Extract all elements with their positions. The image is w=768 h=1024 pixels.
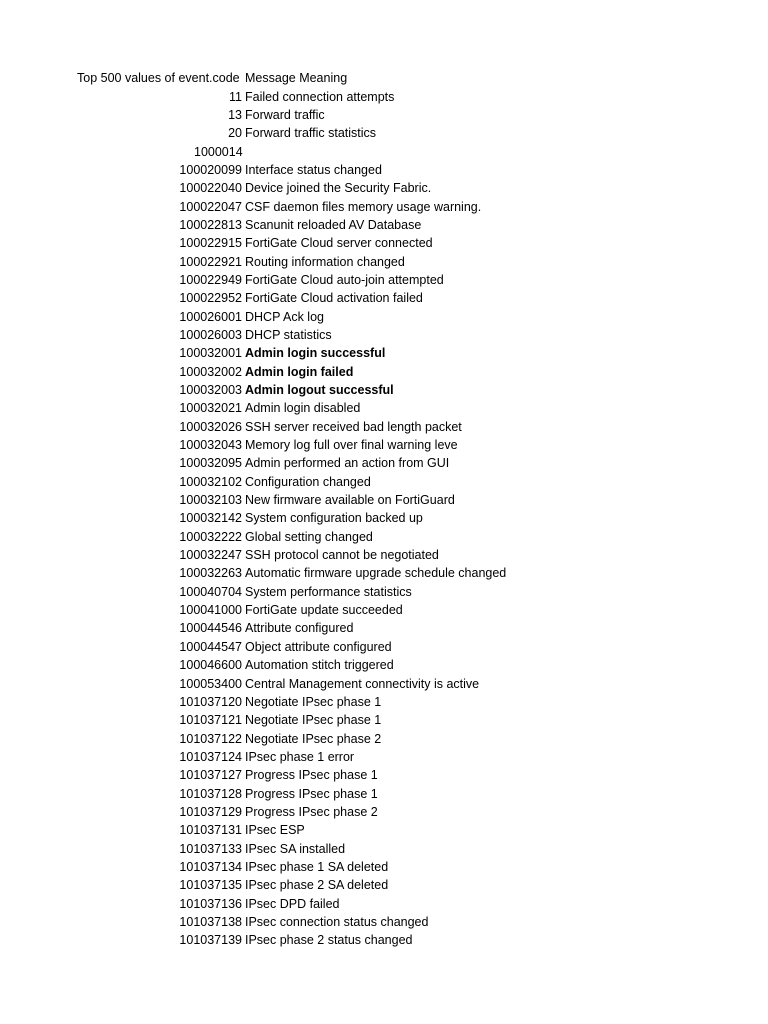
table-row (0, 399, 768, 417)
table-row (0, 326, 768, 344)
table-row (0, 858, 768, 876)
event-code-cell: 100032001 (179, 346, 242, 361)
table-row (0, 528, 768, 546)
event-code-cell: 100032103 (179, 493, 242, 508)
table-row (0, 711, 768, 729)
table-row (0, 454, 768, 472)
event-code-cell: 13 (228, 107, 242, 122)
message-meaning-cell: Forward traffic (245, 107, 325, 122)
message-meaning-cell: Forward traffic statistics (245, 126, 377, 141)
event-code-cell: 100022813 (179, 217, 242, 232)
table-row (0, 546, 768, 564)
event-code-cell: 100022952 (179, 291, 242, 306)
event-code-cell: 100032222 (179, 529, 242, 544)
message-meaning-cell: IPsec DPD failed (245, 896, 340, 911)
table-row (0, 88, 768, 106)
message-meaning-cell: Scanunit reloaded AV Database (245, 217, 422, 232)
event-code-cell: 100032247 (179, 548, 242, 563)
event-code-cell: 11 (229, 89, 242, 104)
table-row (0, 124, 768, 142)
message-meaning-cell: Admin login successful (245, 346, 386, 361)
table-row (0, 491, 768, 509)
table-header (0, 69, 768, 87)
event-code-cell: 101037136 (179, 896, 242, 911)
event-code-cell: 101037129 (179, 804, 242, 819)
table-row (0, 601, 768, 619)
event-code-cell: 100032003 (179, 383, 242, 397)
header-event-code-label: Top 500 values of event.code (77, 71, 240, 85)
message-meaning-cell: Routing information changed (245, 254, 405, 269)
event-code-cell: 101037122 (179, 731, 242, 746)
table-row (0, 509, 768, 527)
message-meaning-cell: Progress IPsec phase 2 (245, 804, 378, 819)
table-row (0, 363, 768, 381)
message-meaning-cell: Global setting changed (245, 529, 373, 544)
event-code-cell: 100020099 (179, 162, 242, 177)
event-code-cell: 101037128 (179, 786, 242, 801)
message-meaning-cell: System configuration backed up (245, 511, 423, 526)
event-code-cell: 101037131 (179, 823, 242, 838)
message-meaning-cell: Progress IPsec phase 1 (245, 768, 378, 783)
table-row (0, 143, 768, 161)
message-meaning-cell: Configuration changed (245, 474, 371, 489)
event-code-cell: 100022047 (179, 199, 242, 214)
table-row (0, 638, 768, 656)
event-code-cell: 100022040 (179, 181, 242, 196)
table-row (0, 308, 768, 326)
event-code-cell: 100053400 (179, 676, 242, 691)
event-code-cell: 20 (228, 126, 242, 141)
message-meaning-cell: FortiGate update succeeded (245, 603, 403, 618)
event-code-cell: 100032026 (179, 419, 242, 434)
table-row (0, 179, 768, 197)
event-code-cell: 100044546 (179, 621, 242, 636)
message-meaning-cell: Memory log full over final warning leve (245, 438, 458, 453)
table-row (0, 271, 768, 289)
event-code-cell: 101037127 (179, 768, 242, 783)
table-row (0, 418, 768, 436)
message-meaning-cell: CSF daemon files memory usage warning. (245, 199, 482, 214)
event-code-cell: 100022921 (179, 254, 242, 269)
table-row (0, 803, 768, 821)
message-meaning-cell: Attribute configured (245, 621, 354, 636)
message-meaning-cell: DHCP statistics (245, 327, 332, 342)
event-code-cell: 100040704 (179, 584, 242, 599)
event-code-cell: 100022949 (179, 272, 242, 287)
event-code-cell: 101037133 (179, 841, 242, 856)
event-code-cell: 100046600 (179, 658, 242, 673)
event-code-cell: 1000014 (194, 144, 243, 159)
table-row (0, 656, 768, 674)
message-meaning-cell: Negotiate IPsec phase 1 (245, 713, 382, 728)
message-meaning-cell: Central Management connectivity is active (245, 676, 480, 691)
event-code-cell: 100026003 (179, 327, 242, 342)
table-row (0, 821, 768, 839)
message-meaning-cell: FortiGate Cloud activation failed (245, 291, 423, 306)
message-meaning-cell: SSH protocol cannot be negotiated (245, 548, 439, 563)
table-row (0, 473, 768, 491)
message-meaning-cell: Object attribute configured (245, 639, 392, 654)
event-code-cell: 100032102 (179, 474, 242, 489)
message-meaning-cell: Device joined the Security Fabric. (245, 181, 432, 196)
table-row (0, 564, 768, 582)
table-row (0, 876, 768, 894)
message-meaning-cell: Negotiate IPsec phase 2 (245, 731, 382, 746)
table-row (0, 619, 768, 637)
table-row (0, 913, 768, 931)
message-meaning-cell: Failed connection attempts (245, 89, 395, 104)
message-meaning-cell: New firmware available on FortiGuard (245, 493, 455, 508)
table-row (0, 840, 768, 858)
event-code-cell: 101037134 (179, 859, 242, 874)
event-code-cell: 101037135 (179, 878, 242, 893)
event-code-cell: 101037121 (179, 713, 242, 728)
table-row (0, 234, 768, 252)
table-row (0, 253, 768, 271)
message-meaning-cell: FortiGate Cloud server connected (245, 236, 433, 251)
message-meaning-cell: Progress IPsec phase 1 (245, 786, 378, 801)
table-row (0, 161, 768, 179)
message-meaning-cell: Interface status changed (245, 162, 382, 177)
message-meaning-cell: Admin login failed (245, 364, 354, 379)
table-row (0, 583, 768, 601)
event-code-cell: 101037139 (179, 933, 242, 948)
event-code-cell: 101037138 (179, 914, 242, 929)
message-meaning-cell: IPsec phase 2 status changed (245, 933, 413, 948)
message-meaning-cell: IPsec phase 1 SA deleted (245, 859, 389, 874)
table-row (0, 106, 768, 124)
table-row (0, 785, 768, 803)
table-row (0, 675, 768, 693)
event-code-cell: 100032142 (179, 511, 242, 526)
message-meaning-cell: IPsec ESP (245, 823, 305, 838)
message-meaning-cell: IPsec phase 1 error (245, 749, 355, 764)
event-code-cell: 100044547 (179, 639, 242, 654)
header-message-meaning-label: Message Meaning (245, 71, 348, 85)
message-meaning-cell: Admin login disabled (245, 401, 361, 416)
message-meaning-cell: SSH server received bad length packet (245, 419, 462, 434)
event-code-cell: 100032043 (179, 438, 242, 453)
message-meaning-cell: IPsec phase 2 SA deleted (245, 878, 389, 893)
message-meaning-cell: IPsec connection status changed (245, 914, 429, 929)
table-row (0, 216, 768, 234)
table-row (0, 693, 768, 711)
table-row (0, 436, 768, 454)
message-meaning-cell: Admin logout successful (245, 383, 394, 397)
event-code-cell: 101037124 (179, 749, 242, 764)
event-code-cell: 100022915 (179, 236, 242, 251)
table-row (0, 931, 768, 949)
table-row (0, 381, 768, 399)
event-code-cell: 100041000 (179, 603, 242, 618)
event-code-cell: 100032021 (179, 401, 242, 416)
message-meaning-cell: Automatic firmware upgrade schedule changed (245, 566, 507, 581)
event-code-cell: 101037120 (179, 694, 242, 709)
message-meaning-cell: Admin performed an action from GUI (245, 456, 450, 471)
table-row (0, 289, 768, 307)
message-meaning-cell: System performance statistics (245, 584, 412, 599)
table-row (0, 198, 768, 216)
message-meaning-cell: Automation stitch triggered (245, 658, 394, 673)
message-meaning-cell: DHCP Ack log (245, 309, 324, 324)
event-code-cell: 100032263 (179, 566, 242, 581)
event-code-cell: 100032002 (179, 364, 242, 379)
table-row (0, 748, 768, 766)
event-code-table (0, 88, 768, 950)
message-meaning-cell: FortiGate Cloud auto-join attempted (245, 272, 444, 287)
table-row (0, 344, 768, 362)
table-row (0, 730, 768, 748)
event-code-cell: 100026001 (179, 309, 242, 324)
table-row (0, 895, 768, 913)
table-row (0, 766, 768, 784)
message-meaning-cell: IPsec SA installed (245, 841, 346, 856)
message-meaning-cell: Negotiate IPsec phase 1 (245, 694, 382, 709)
event-code-cell: 100032095 (179, 456, 242, 471)
